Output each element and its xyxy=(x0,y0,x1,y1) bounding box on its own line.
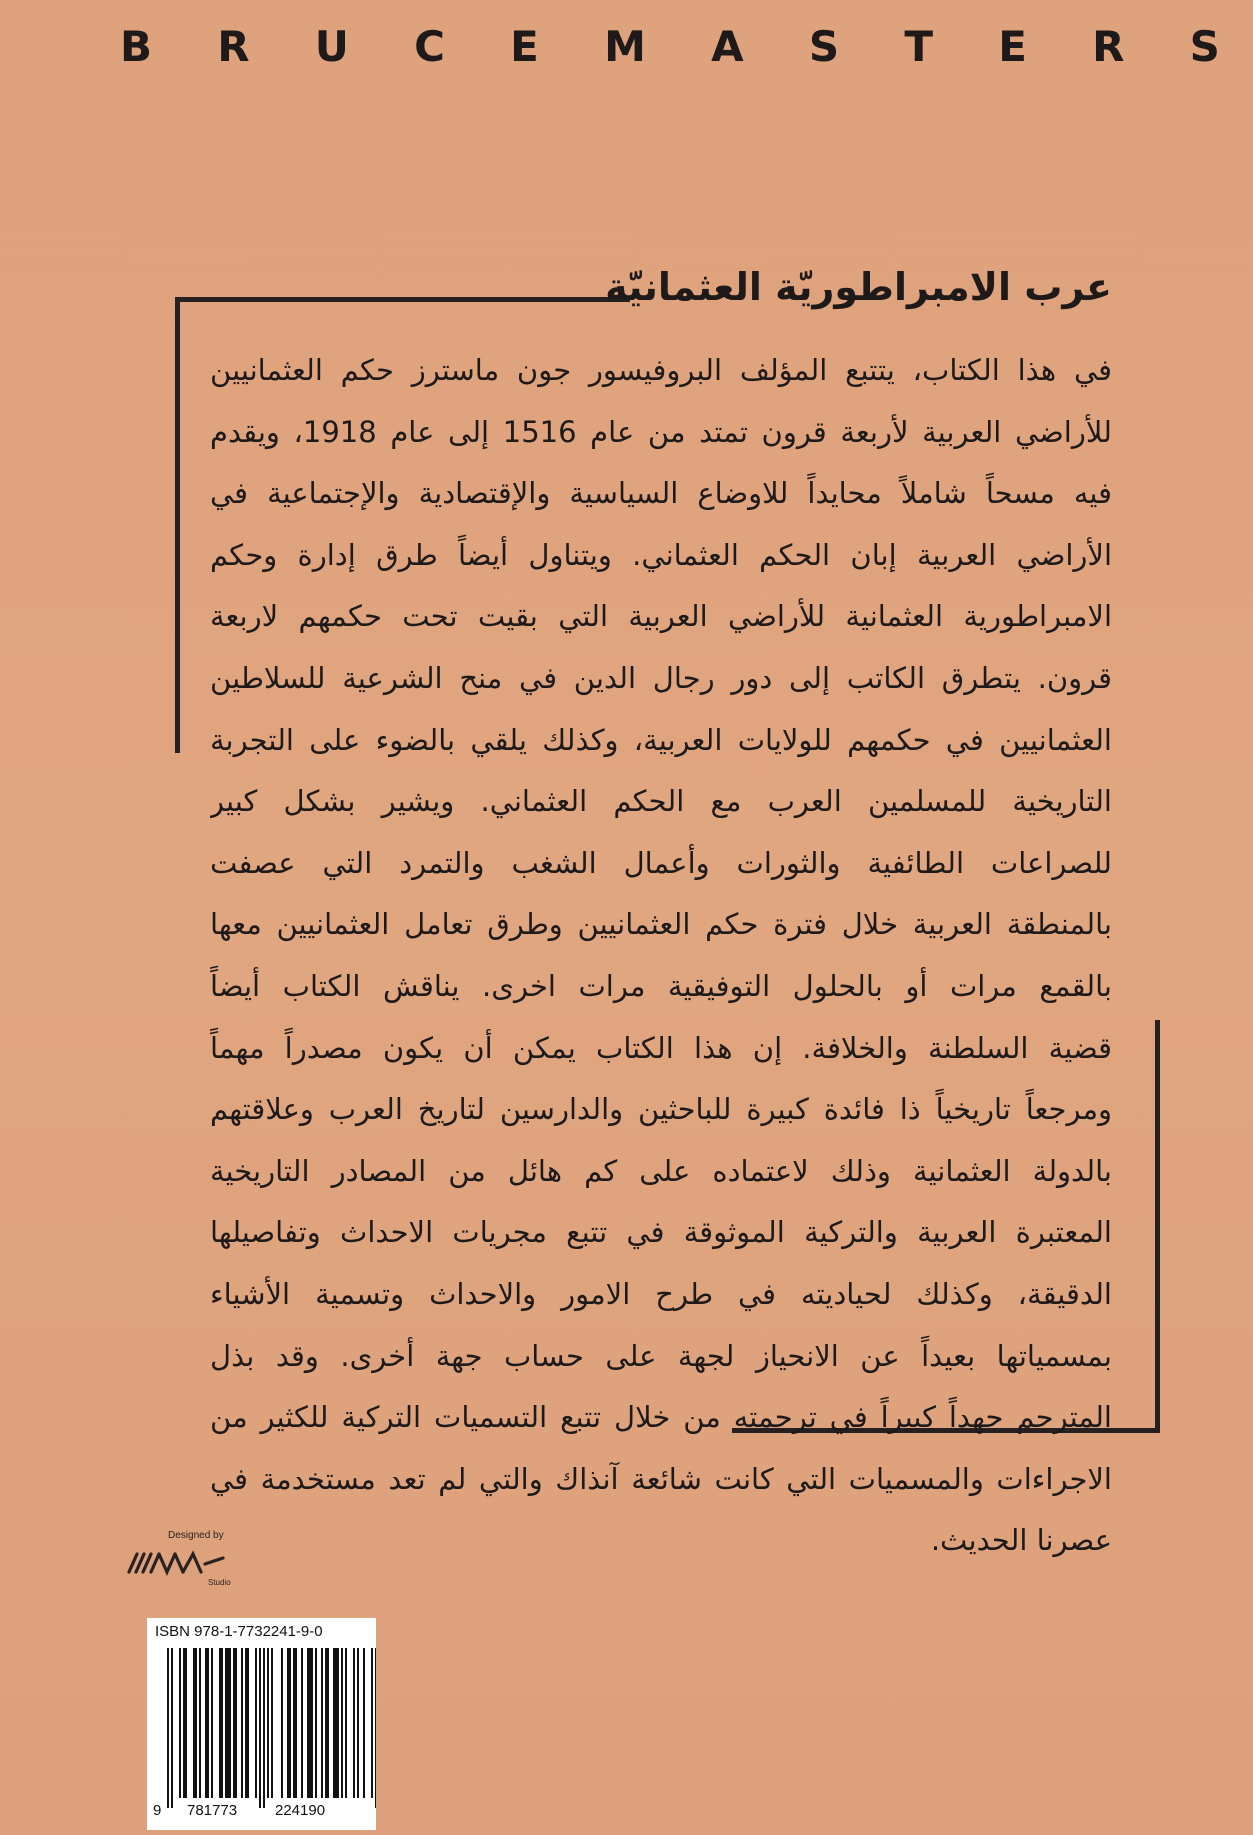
synopsis-line: الأراضي العربية إبان الحكم العثماني. ويتناول أيضاً طرق إدارة وحكم xyxy=(210,537,1112,572)
barcode-bar xyxy=(337,1648,339,1798)
synopsis-line: الاجراءات والمسميات التي كانت شائعة آنذاك والتي لم تعد مستخدمة في xyxy=(210,1461,1112,1496)
barcode-bar xyxy=(167,1648,169,1808)
barcode-bar xyxy=(335,1648,337,1798)
barcode-digit-first: 9 xyxy=(153,1802,162,1819)
barcode-bar xyxy=(309,1648,311,1798)
frame-top-left-horizontal-line xyxy=(175,297,630,302)
author-letter: E xyxy=(998,22,1027,71)
barcode-bar xyxy=(321,1648,323,1798)
barcode-bar xyxy=(229,1648,231,1798)
author-letter: R xyxy=(1092,22,1125,71)
barcode-bar xyxy=(353,1648,355,1798)
barcode-bar xyxy=(295,1648,297,1798)
barcode-digit-group-2: 224190 xyxy=(275,1802,326,1819)
barcode-bar xyxy=(267,1648,269,1798)
barcode-bar xyxy=(333,1648,335,1798)
barcode-bar xyxy=(301,1648,303,1798)
barcode-bar xyxy=(219,1648,221,1798)
barcode-digit-group-1: 781773 xyxy=(187,1802,238,1819)
barcode-bar xyxy=(207,1648,209,1798)
book-title: عرب الامبراطوريّة العثمانيّة xyxy=(605,265,1112,309)
barcode-bar xyxy=(255,1648,257,1798)
synopsis-line: بمسمياتها بعيداً عن الانحياز لجهة على حساب جهة أخرى. وقد بذل xyxy=(210,1338,1112,1373)
barcode-bar xyxy=(205,1648,207,1798)
barcode-bar xyxy=(247,1648,249,1798)
barcode-bar xyxy=(241,1648,243,1798)
synopsis-line: بالمنطقة العربية خلال فترة حكم العثمانيين وطرق تعامل العثمانيين معها xyxy=(210,907,1112,942)
synopsis-text xyxy=(210,340,1112,1572)
author-letter: C xyxy=(414,22,445,71)
frame-bottom-right-vertical-line xyxy=(1155,1020,1160,1432)
barcode-bar xyxy=(307,1648,309,1798)
barcode-bar xyxy=(287,1648,289,1798)
author-letter: B xyxy=(120,22,153,71)
barcode-bar xyxy=(211,1648,213,1798)
barcode-bar xyxy=(271,1648,273,1798)
synopsis-line: الامبراطورية العثمانية للأراضي العربية التي بقيت تحت حكمهم لاربعة xyxy=(210,599,1112,634)
synopsis-line: المترجم جهداً كبيراً في ترجمته من خلال تتبع التسميات التركية للكثير من xyxy=(210,1400,1112,1435)
barcode-bar xyxy=(195,1648,197,1798)
synopsis-line: فيه مسحاً شاملاً محايداً للاوضاع السياسية والإقتصادية والإجتماعية في xyxy=(210,476,1112,511)
synopsis-line: ومرجعاً تاريخياً ذا فائدة كبيرة للباحثين والدارسين لتاريخ العرب وعلاقتهم xyxy=(210,1092,1112,1127)
designer-studio-label: Studio xyxy=(208,1578,231,1587)
barcode-bar xyxy=(315,1648,317,1798)
barcode-bar xyxy=(183,1648,185,1798)
barcode-bar xyxy=(235,1648,237,1798)
barcode-bar xyxy=(371,1648,373,1798)
barcode-bar xyxy=(363,1648,365,1798)
barcode-bar xyxy=(357,1648,359,1798)
barcode-bar xyxy=(289,1648,291,1798)
barcode-bar xyxy=(171,1648,173,1808)
barcode-bar xyxy=(263,1648,265,1808)
author-letter: E xyxy=(510,22,539,71)
synopsis-line: قرون. يتطرق الكاتب إلى دور رجال الدين في منح الشرعية للسلاطين xyxy=(210,660,1112,695)
barcode-bar xyxy=(325,1648,327,1798)
barcode-bar xyxy=(345,1648,347,1798)
author-name xyxy=(120,22,1220,71)
barcode-bars xyxy=(147,1618,376,1830)
barcode-bar xyxy=(227,1648,229,1798)
author-letter: R xyxy=(217,22,250,71)
author-letter: A xyxy=(711,22,744,71)
barcode-bar xyxy=(375,1648,376,1808)
barcode-bar xyxy=(327,1648,329,1798)
synopsis-line: للصراعات الطائفية والثورات وأعمال الشغب والتمرد التي عصفت xyxy=(210,845,1112,880)
author-letter: S xyxy=(1189,22,1220,71)
author-letter: S xyxy=(808,22,840,71)
barcode-bar xyxy=(293,1648,295,1798)
barcode-bar xyxy=(341,1648,343,1798)
barcode-bar xyxy=(245,1648,247,1798)
isbn-barcode xyxy=(147,1618,376,1830)
author-letter: M xyxy=(604,22,646,71)
synopsis-line: بالدولة العثمانية وذلك لاعتماده على كم هائل من المصادر التاريخية xyxy=(210,1153,1112,1188)
barcode-bar xyxy=(185,1648,187,1798)
synopsis-line: العثمانيين في حكمهم للولايات العربية، وكذلك يلقي بالضوء على التجربة xyxy=(210,722,1112,757)
designer-credit xyxy=(123,1530,263,1590)
synopsis-line: في هذا الكتاب، يتتبع المؤلف البروفيسور جون ماسترز حكم العثمانيين xyxy=(210,353,1112,387)
barcode-bar xyxy=(225,1648,227,1798)
synopsis-line: قضية السلطنة والخلافة. إن هذا الكتاب يمكن أن يكون مصدراً مهماً xyxy=(210,1030,1112,1065)
mv-studio-logo-icon xyxy=(123,1544,263,1578)
designer-label: Designed by xyxy=(168,1530,224,1541)
synopsis-line: عصرنا الحديث. xyxy=(930,1523,1112,1558)
synopsis-line: بالقمع مرات أو بالحلول التوفيقية مرات اخرى. يناقش الكتاب أيضاً xyxy=(210,968,1112,1003)
frame-top-left-vertical-line xyxy=(175,297,180,753)
barcode-bar xyxy=(281,1648,283,1798)
barcode-bar xyxy=(179,1648,181,1798)
barcode-bar xyxy=(193,1648,195,1798)
synopsis-line: الدقيقة، وكذلك لحياديته في طرح الامور والاحداث وتسمية الأشياء xyxy=(210,1276,1112,1311)
barcode-bar xyxy=(233,1648,235,1798)
synopsis-line: التاريخية للمسلمين العرب مع الحكم العثماني. ويشير بشكل كبير xyxy=(210,784,1112,819)
synopsis-line: للأراضي العربية لأربعة قرون تمتد من عام 1516 إلى عام 1918، ويقدم xyxy=(210,414,1112,449)
barcode-bar xyxy=(199,1648,201,1798)
author-letter: T xyxy=(904,22,933,71)
isbn-label: ISBN 978-1-7732241-9-0 xyxy=(155,1623,323,1640)
synopsis-line: المعتبرة العربية والتركية الموثوقة في تتبع مجريات الاحداث وتفاصيلها xyxy=(210,1215,1112,1250)
barcode-bar xyxy=(221,1648,223,1798)
barcode-bar xyxy=(259,1648,261,1808)
author-letter: U xyxy=(314,22,349,71)
barcode-bar xyxy=(311,1648,313,1798)
